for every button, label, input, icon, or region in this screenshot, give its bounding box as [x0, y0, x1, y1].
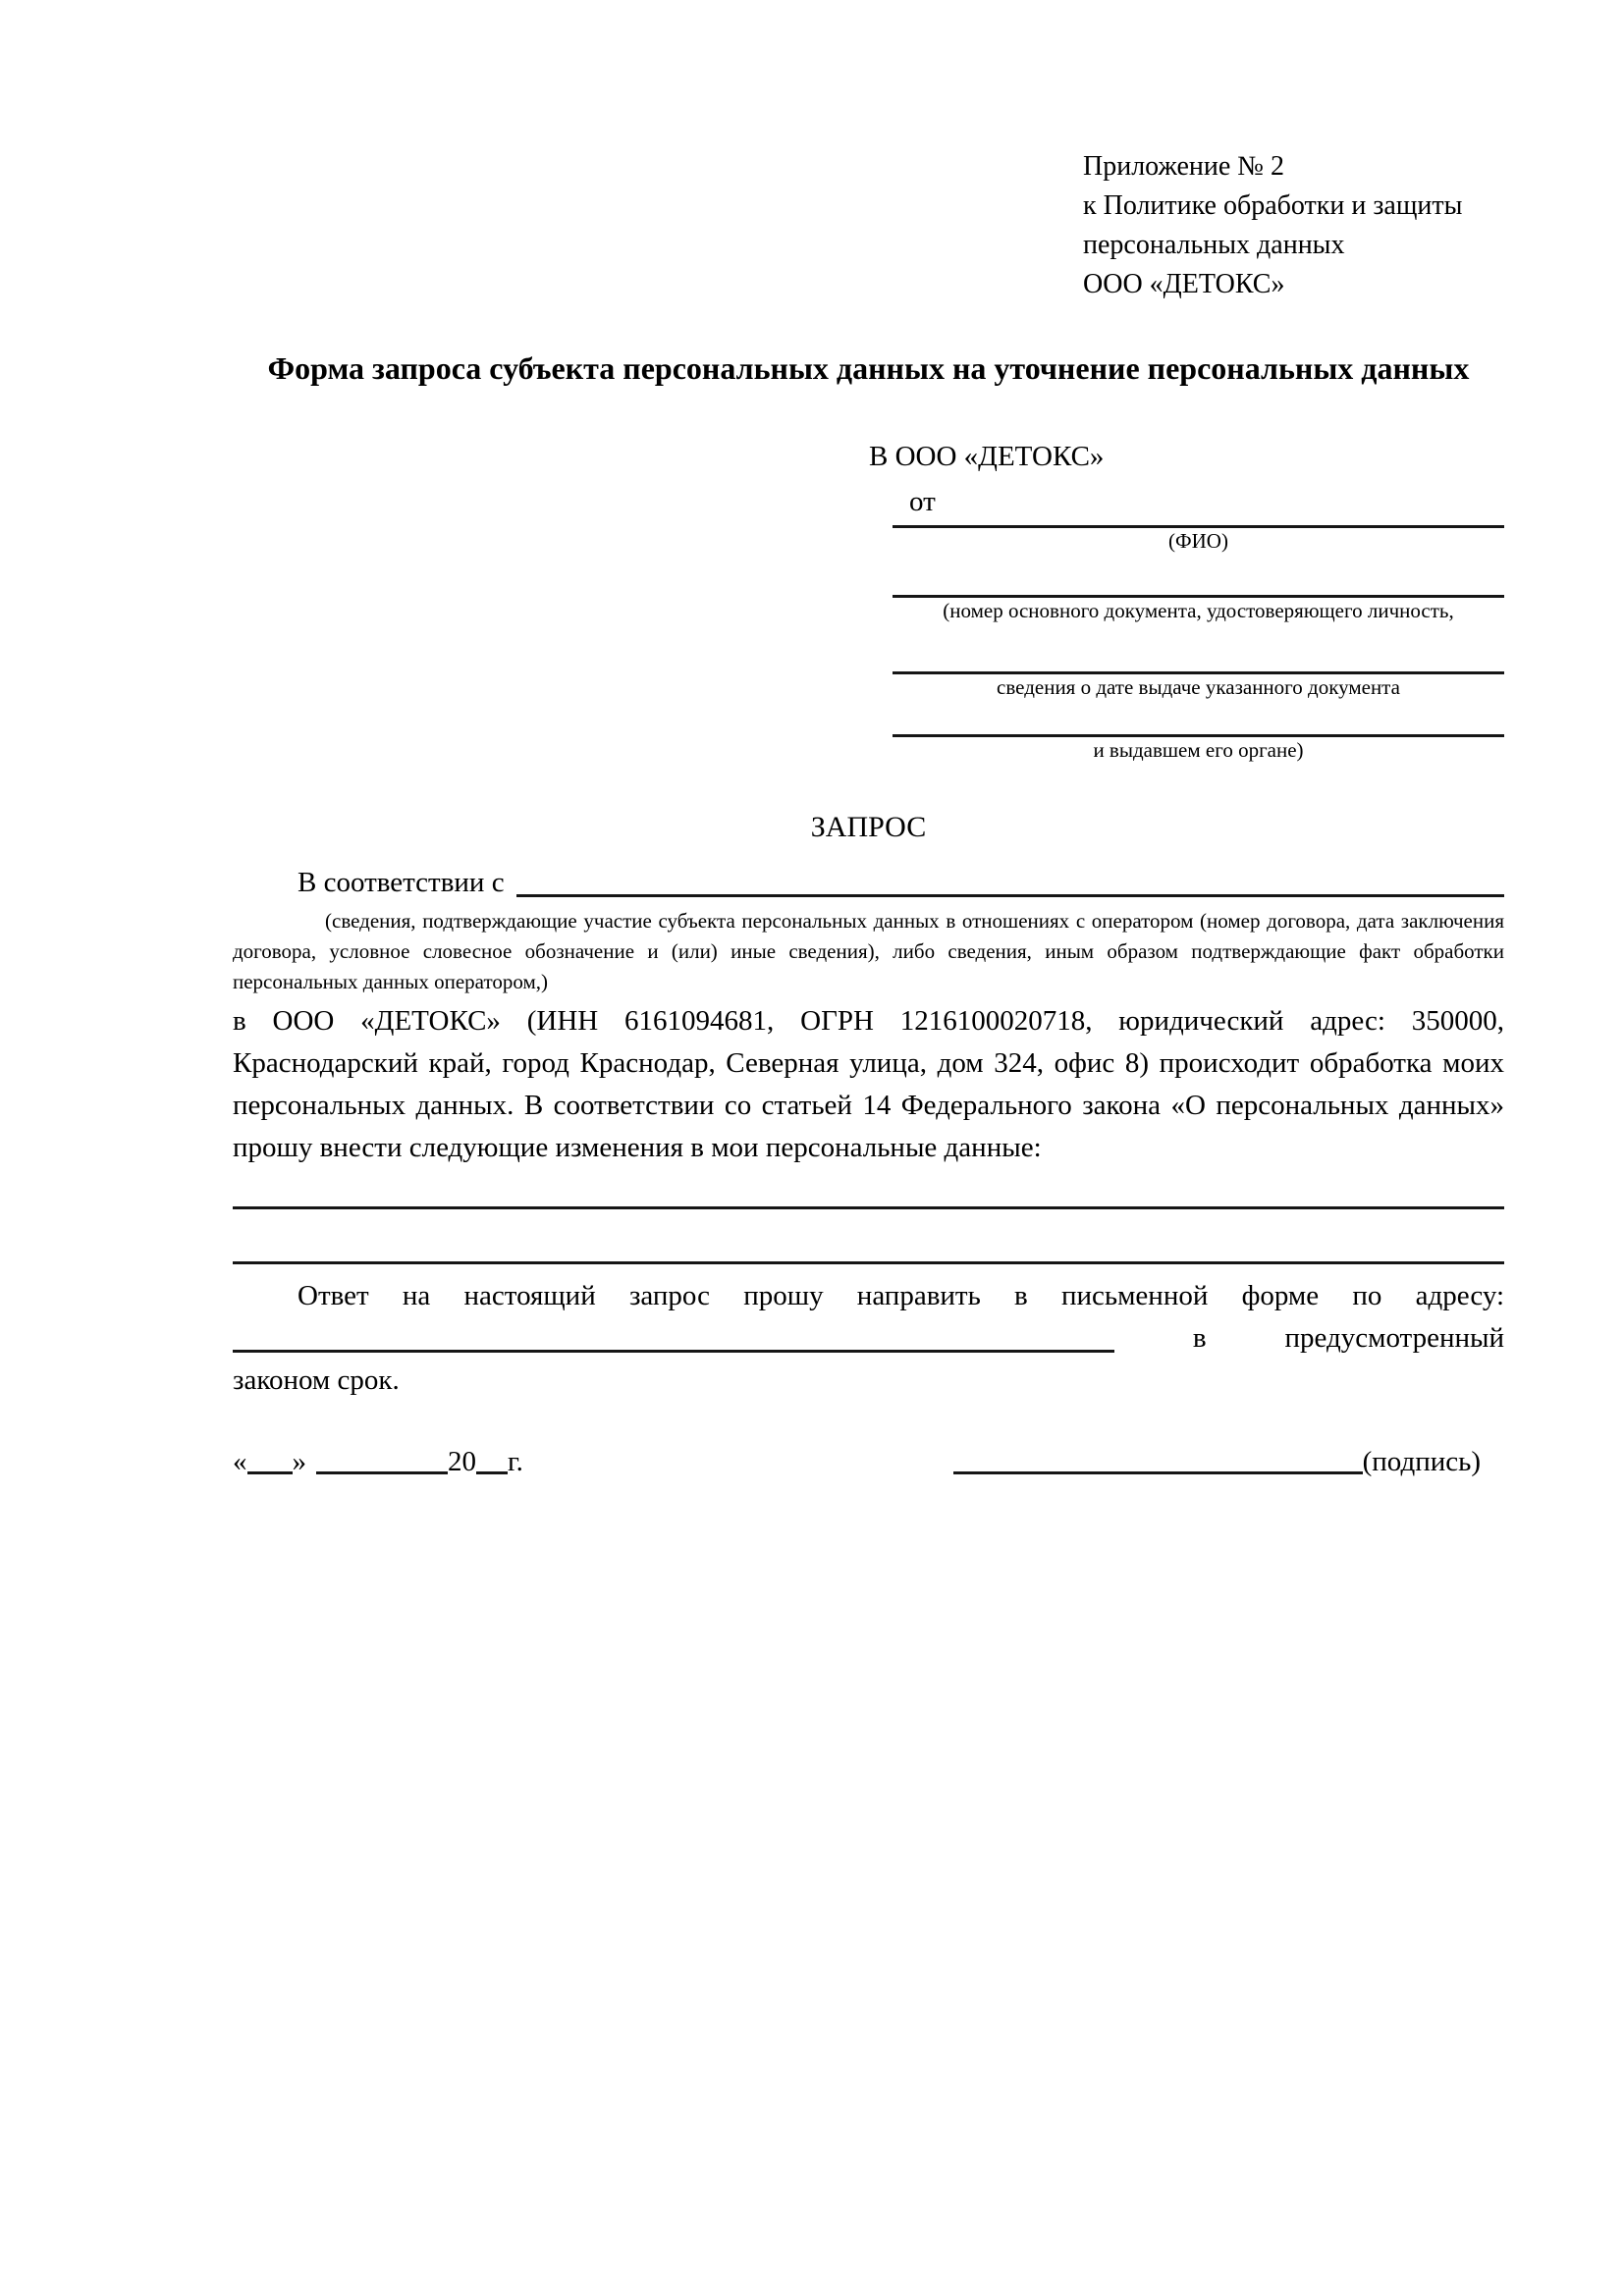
reply-tail: законом срок. [233, 1364, 400, 1396]
field-issuing-authority [893, 734, 1504, 764]
date-year-blank [476, 1447, 508, 1474]
intro-line [233, 862, 1504, 904]
addressee-fields [893, 525, 1504, 764]
intro-prefix: В соответствии с [298, 867, 505, 898]
document-title: Форма запроса субъекта персональных данных на уточнение персональных данных [267, 350, 1470, 386]
annex-note [1083, 147, 1504, 304]
request-body-paragraph: в ООО «ДЕТОКС» (ИНН 6161094681, ОГРН 1216100020718, юридический адрес: 350000, Краснодарский край, город Краснодар, Северная улица, дом 324, офис 8) происходит обработка моих персональных данных. В соответствии со статьей 14 Федерального закона «О персональных данных» прошу внести следующие изменения в мои персональные данные: [233, 1005, 1504, 1163]
issue-date-caption: сведения о дате выдаче указанного документа [997, 675, 1400, 699]
date-day-blank [247, 1447, 293, 1474]
intro-footnote: (сведения, подтверждающие участие субъекта персональных данных в отношениях с оператором (номер договора, дата заключения договора, условное словесное обозначение и (или) иные сведения), либо сведения, иным образом подтверждающие факт обработки персональных данных оператором,) [233, 909, 1504, 993]
date-year-prefix: 20 [448, 1446, 476, 1477]
annex-line: к Политике обработки и защиты [1083, 190, 1463, 221]
annex-line: Приложение № 2 [1083, 151, 1284, 182]
field-fio [893, 525, 1504, 555]
annex-line: персональных данных [1083, 230, 1345, 260]
signature-blank-line [953, 1447, 1363, 1474]
document-number-caption: (номер основного документа, удостоверяющего личность, [943, 599, 1454, 622]
date-close-quote: » [292, 1446, 306, 1477]
address-blank-line [233, 1350, 1114, 1353]
addressee-to: В ООО «ДЕТОКС» [869, 441, 1105, 472]
intro-blank-line [516, 894, 1504, 897]
date-field [233, 1441, 523, 1483]
changes-blank-line-2 [233, 1261, 1504, 1264]
fio-caption: (ФИО) [1168, 529, 1228, 553]
changes-blank-line-1 [233, 1206, 1504, 1209]
reply-paragraph: Ответ на настоящий запрос прошу направить в письменной форме по адресу: [298, 1280, 1504, 1311]
addressee-block [233, 437, 1504, 764]
date-month-blank [316, 1447, 448, 1474]
signature-caption: (подпись) [1362, 1446, 1481, 1477]
date-open-quote: « [233, 1446, 247, 1477]
request-heading: ЗАПРОС [810, 811, 927, 843]
annex-line: ООО «ДЕТОКС» [1083, 269, 1285, 299]
date-signature-row [233, 1441, 1504, 1483]
reply-suffix-word: в [1192, 1322, 1207, 1354]
field-issue-date [893, 671, 1504, 701]
signature-field [953, 1441, 1481, 1483]
field-document-number [893, 595, 1504, 624]
issuing-authority-caption: и выдавшем его органе) [1093, 738, 1304, 762]
addressee-from-label: от [909, 486, 936, 517]
reply-suffix-word: предусмотренный [1284, 1322, 1504, 1354]
reply-address-line [233, 1317, 1504, 1360]
date-year-suffix: г. [508, 1446, 523, 1477]
